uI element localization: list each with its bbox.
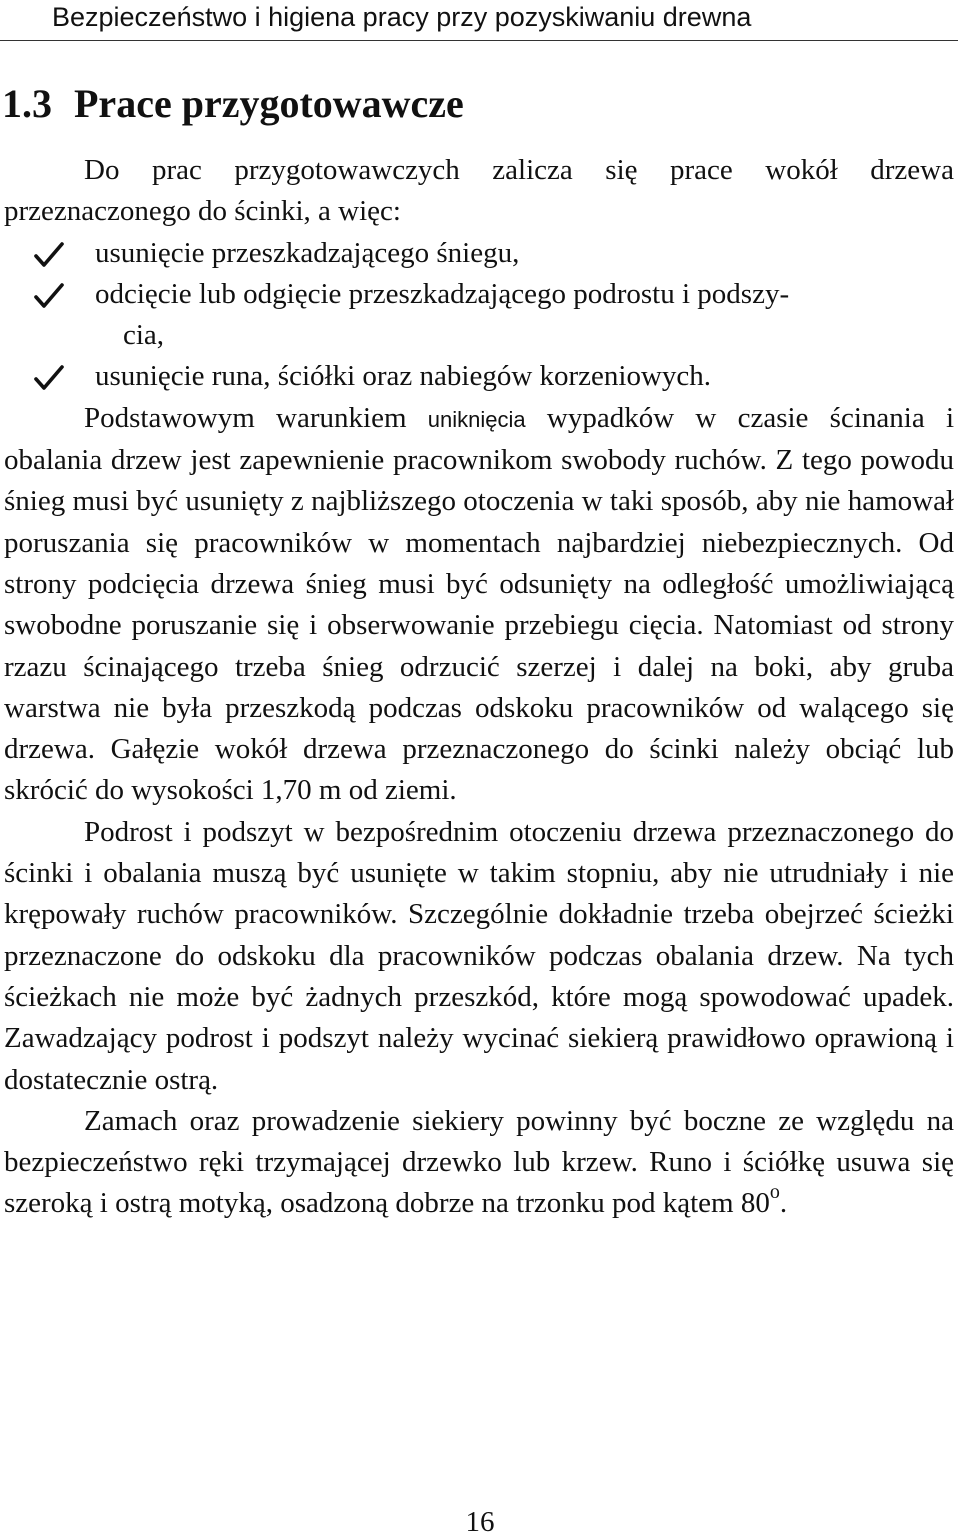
check-mark-icon bbox=[34, 365, 64, 391]
list-item bbox=[4, 356, 954, 397]
list-item bbox=[4, 274, 954, 357]
section-number: 1.3 bbox=[2, 81, 52, 126]
list-item-continuation: cia, bbox=[123, 319, 165, 352]
paragraph-1-small-word: uniknięcia bbox=[427, 406, 526, 432]
running-header: Bezpieczeństwo i higiena pracy przy pozyskiwaniu drewna bbox=[52, 2, 752, 32]
header-rule bbox=[0, 40, 958, 41]
check-mark-icon bbox=[34, 283, 64, 309]
list-item bbox=[4, 233, 954, 274]
check-mark-icon bbox=[34, 242, 64, 268]
list-item-text: odcięcie lub odgięcie przeszkadzającego podrostu i podszy- bbox=[95, 277, 790, 310]
paragraph-3 bbox=[4, 1101, 954, 1225]
paragraph-2: Podrost i podszyt w bezpośrednim otoczeniu drzewa przeznaczonego do ścinki i obalania muszą być usunięte w takim stopniu, aby nie utrudniały i nie krępowały ruchów pracowników. Szczególnie dokładnie trzeba obejrzeć ścieżki przeznaczone do odskoku dla pracowników podczas obalania drzew. Na tych ścieżkach nie może być żadnych przeszkód, które mogą spowodować upadek. Zawadzający podrost i podszyt należy wycinać siekierą prawidłowo oprawioną i dostatecznie ostrą. bbox=[4, 815, 954, 1096]
paragraph-3-text: Zamach oraz prowadzenie siekiery powinny być boczne ze względu na bezpieczeństwo ręki trzymającej drzewko lub krzew. Runo i ściółkę usuwa się szeroką i ostrą motyką, osadzoną dobrze na trzonku pod kątem 80 bbox=[4, 1104, 954, 1220]
degree-sign: o bbox=[769, 1181, 780, 1204]
body-text bbox=[4, 150, 954, 1225]
paragraph-1-rest: wypadków w czasie ścinania i obalania drzew jest zapewnienie pracownikom swobody ruchów. Z tego powodu śnieg musi być usunięty z najbliższego otoczenia w taki sposób, aby nie hamował poruszania się pracowników w momentach najbardziej niebezpiecznych. Od strony podcięcia drzewa śnieg musi być odsunięty na odległość umożliwiającą swobodne poruszanie się i obserwowanie przebiegu cięcia. Natomiast od strony rzazu ścinającego trzeba śnieg odrzucić szerzej i dalej na boki, aby gruba warstwa nie była przeszkodą podczas odskoku pracowników od walącego się drzewa. Gałęzie wokół drzewa przeznaczonego do ścinki należy obciąć lub skrócić do wysokości 1,70 m od ziemi. bbox=[4, 401, 955, 807]
checklist bbox=[4, 233, 954, 398]
section-heading bbox=[2, 80, 464, 128]
section-title: Prace przygotowawcze bbox=[74, 81, 464, 126]
paragraph-1 bbox=[4, 398, 954, 812]
list-item-text: usunięcie przeszkadzającego śniegu, bbox=[95, 236, 520, 269]
intro-paragraph: Do prac przygotowawczych zalicza się prace wokół drzewa przeznaczonego do ścinki, a więc: bbox=[4, 154, 954, 228]
page-number: 16 bbox=[465, 1506, 495, 1538]
paragraph-1-lead: Podstawowym warunkiem bbox=[84, 401, 407, 434]
paragraph-3-end: . bbox=[779, 1187, 788, 1220]
list-item-text: usunięcie runa, ściółki oraz nabiegów korzeniowych. bbox=[95, 360, 712, 393]
